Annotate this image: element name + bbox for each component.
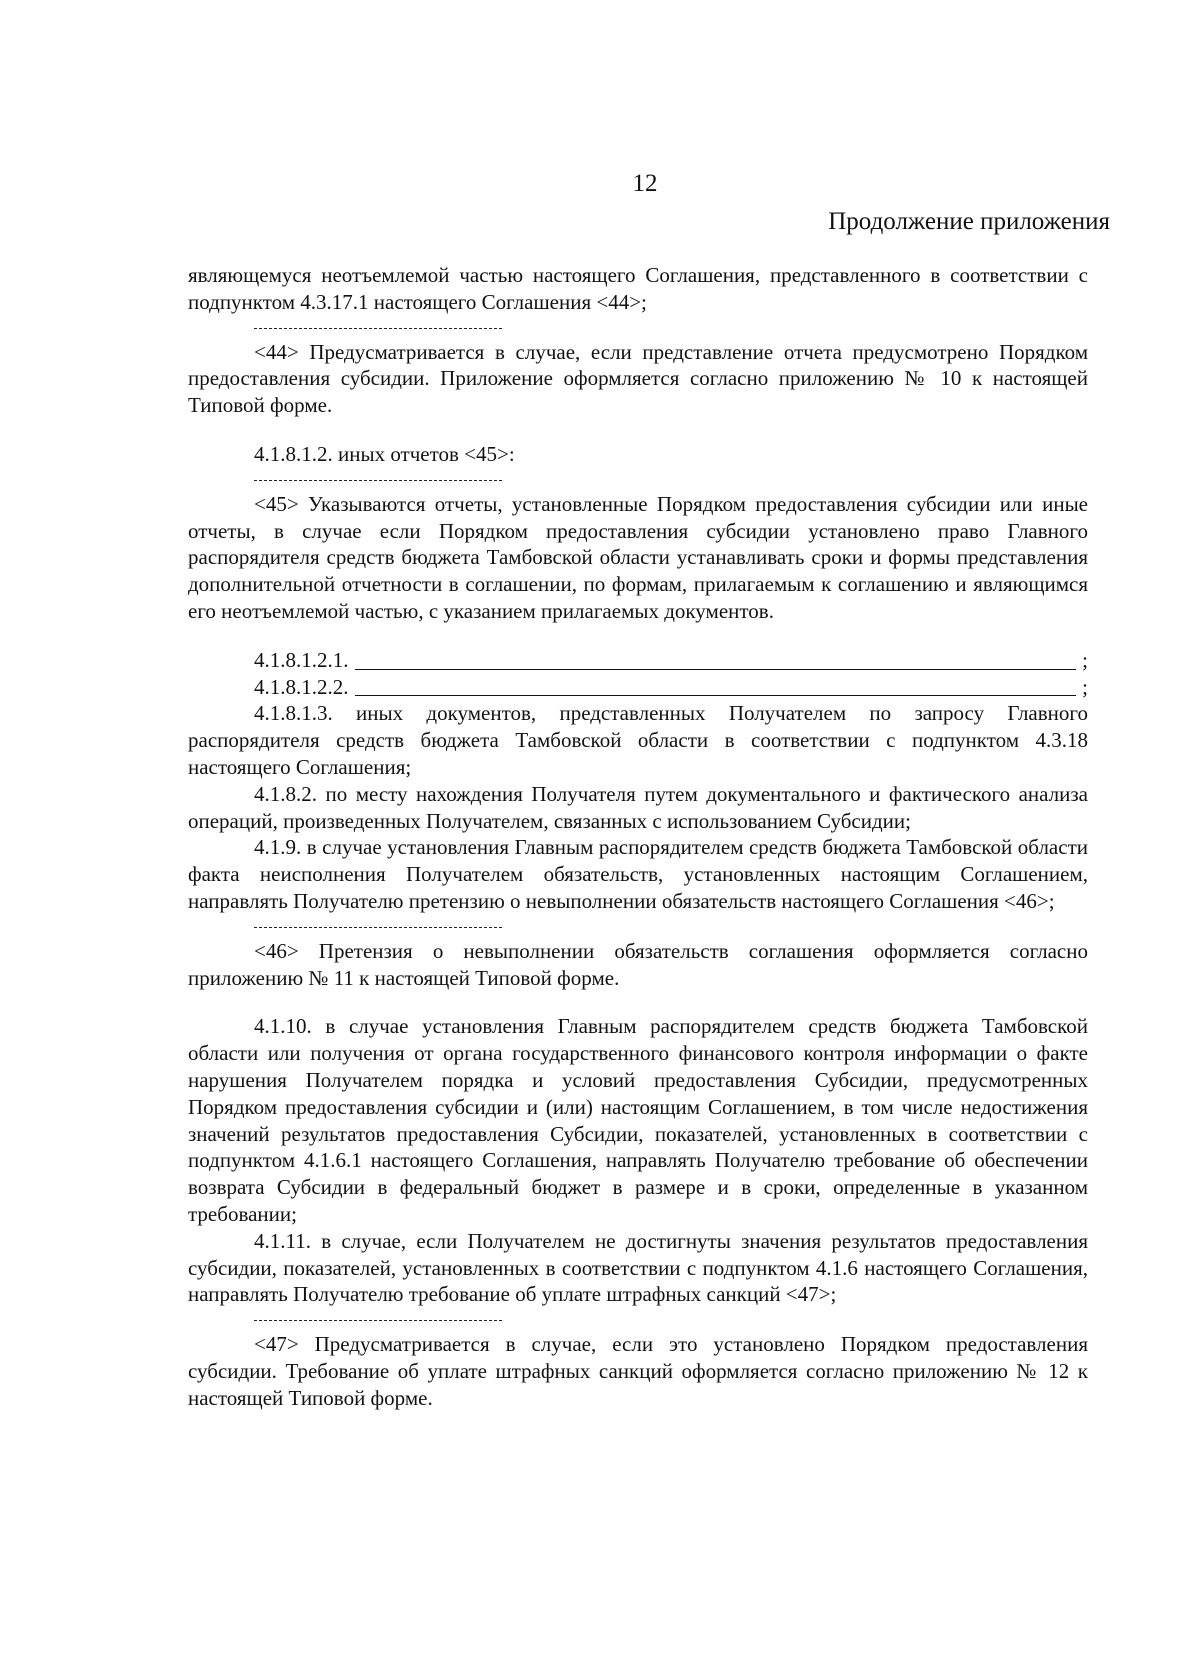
clause-4-1-11: 4.1.11. в случае, если Получателем не достигнуты значения результатов предоставления субсидии, показателей, установленных в соответствии с подпунктом 4.1.6 настоящего Соглашения, направлять Получателю требование об уплате штрафных санкций <47>; (188, 1228, 1088, 1307)
clause-4-1-8-2: 4.1.8.2. по месту нахождения Получателя путем документального и фактического анализа операций, произведенных Получателем, связанных с использованием Субсидии; (188, 781, 1088, 833)
paragraph-continued: являющемуся неотъемлемой частью настоящего Соглашения, представленного в соответствии с подпунктом 4.3.17.1 настоящего Соглашения <44>; (188, 263, 1088, 314)
footnote-45: <45> Указываются отчеты, установленные Порядком предоставления субсидии или иные отчеты, в случае если Порядком предоставления субсидии установлено право Главного распорядителя средств бюджета Тамбовской области устанавливать сроки и формы представления дополнительной отчетности в соглашении, по формам, прилагаемым к соглашению и являющимся его неотъемлемой частью, с указанием прилагаемых документов. (188, 491, 1088, 623)
footnote-44: <44> Предусматривается в случае, если представление отчета предусмотрено Порядком предоставления субсидии. Приложение оформляется согласно приложению № 10 к настоящей Типовой форме. (188, 339, 1088, 418)
clause-4-1-8-1-2-1 (188, 647, 1088, 674)
page-number: 12 (632, 170, 658, 197)
footnote-47: <47> Предусматривается в случае, если это установлено Порядком предоставления субсидии. Требование об уплате штрафных санкций оформляется согласно приложению № 12 к настоящей Типовой форме. (188, 1332, 1088, 1410)
blank-fill-line (355, 649, 1077, 670)
clause-4-1-8-1-3: 4.1.8.1.3. иных документов, представленных Получателем по запросу Главного распорядителя средств бюджета Тамбовской области в соответствии с подпунктом 4.3.18 настоящего Соглашения; (188, 701, 1088, 779)
item-end: ; (1082, 647, 1088, 672)
blank-fill-line (355, 675, 1077, 696)
clause-4-1-8-1-2: 4.1.8.1.2. иных отчетов <45>: (254, 441, 515, 466)
footnote-separator (254, 927, 502, 928)
document-body (188, 262, 1088, 1411)
item-label: 4.1.8.1.2.1. (254, 647, 349, 672)
clause-4-1-8-1-2-2 (188, 674, 1088, 701)
item-end: ; (1082, 674, 1088, 699)
item-label: 4.1.8.1.2.2. (254, 674, 349, 699)
footnote-separator (254, 1320, 502, 1321)
clause-4-1-10: 4.1.10. в случае установления Главным распорядителем средств бюджета Тамбовской области или получения от органа государственного финансового контроля информации о факте нарушения Получателем порядка и условий предоставления Субсидии, предусмотренных Порядком предоставления субсидии и (или) настоящим Соглашением, в том числе недостижения значений результатов предоставления Субсидии, показателей, установленных в соответствии с подпунктом 4.1.6.1 настоящего Соглашения, направлять Получателю требование об обеспечении возврата Субсидии в федеральный бюджет в размере и в сроки, определенные в указанном требовании; (188, 1014, 1088, 1226)
clause-4-1-9: 4.1.9. в случае установления Главным распорядителем средств бюджета Тамбовской области факта неисполнения Получателем обязательств, установленных настоящим Соглашением, направлять Получателю претензию о невыполнении обязательств настоящего Соглашения <46>; (188, 835, 1088, 913)
footnote-46: <46> Претензия о невыполнении обязательств соглашения оформляется согласно приложению № 11 к настоящей Типовой форме. (188, 938, 1088, 990)
continuation-heading: Продолжение приложения (828, 208, 1110, 235)
footnote-separator (254, 328, 502, 329)
footnote-separator (254, 480, 502, 481)
